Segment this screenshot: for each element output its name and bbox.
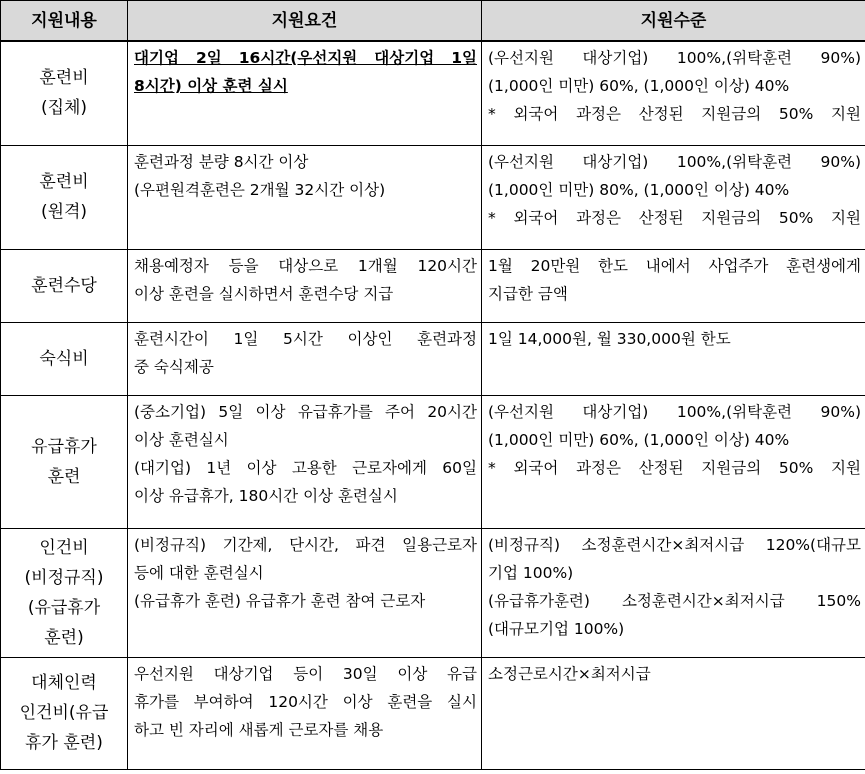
header-support-requirement: 지원요건 bbox=[128, 1, 482, 42]
support-name: 인건비 (비정규직) (유급휴가 훈련) bbox=[1, 528, 128, 657]
support-name: 훈련비 (원격) bbox=[1, 145, 128, 249]
support-level: 1일 14,000원, 월 330,000원 한도 bbox=[482, 322, 865, 395]
support-level: 1월 20만원 한도 내에서 사업주가 훈련생에게 지급한 금액 bbox=[482, 249, 865, 322]
support-name: 대체인력 인건비(유급 휴가 훈련) bbox=[1, 657, 128, 769]
support-requirement: 훈련시간이 1일 5시간 이상인 훈련과정 중 숙식제공 bbox=[128, 322, 482, 395]
table-row bbox=[1, 249, 865, 322]
table-row bbox=[1, 657, 865, 769]
table-row bbox=[1, 528, 865, 657]
support-name: 훈련수당 bbox=[1, 249, 128, 322]
support-requirement: (비정규직) 기간제, 단시간, 파견 일용근로자 등에 대한 훈련실시 (유급휴가 훈련) 유급휴가 훈련 참여 근로자 bbox=[128, 528, 482, 657]
support-level: 소정근로시간×최저시급 bbox=[482, 657, 865, 769]
table-row bbox=[1, 322, 865, 395]
support-requirement: 대기업 2일 16시간(우선지원 대상기업 1일 8시간) 이상 훈련 실시 bbox=[128, 41, 482, 145]
support-requirement: 훈련과정 분량 8시간 이상 (우편원격훈련은 2개월 32시간 이상) bbox=[128, 145, 482, 249]
header-support-content: 지원내용 bbox=[1, 1, 128, 42]
support-requirement: (중소기업) 5일 이상 유급휴가를 주어 20시간 이상 훈련실시 (대기업) 1년 이상 고용한 근로자에게 60일 이상 유급휴가, 180시간 이상 훈련실시 bbox=[128, 395, 482, 528]
support-level: (우선지원 대상기업) 100%,(위탁훈련 90%) (1,000인 미만) 60%, (1,000인 이상) 40% * 외국어 과정은 산정된 지원금의 50% 지원 bbox=[482, 41, 865, 145]
support-requirement: 우선지원 대상기업 등이 30일 이상 유급 휴가를 부여하여 120시간 이상 훈련을 실시 하고 빈 자리에 새롭게 근로자를 채용 bbox=[128, 657, 482, 769]
support-level: (비정규직) 소정훈련시간×최저시급 120%(대규모 기업 100%) (유급휴가훈련) 소정훈련시간×최저시급 150% (대규모기업 100%) bbox=[482, 528, 865, 657]
support-level: (우선지원 대상기업) 100%,(위탁훈련 90%) (1,000인 미만) 60%, (1,000인 이상) 40% * 외국어 과정은 산정된 지원금의 50% 지원 bbox=[482, 395, 865, 528]
support-requirement: 채용예정자 등을 대상으로 1개월 120시간 이상 훈련을 실시하면서 훈련수당 지급 bbox=[128, 249, 482, 322]
table-row bbox=[1, 395, 865, 528]
table-row bbox=[1, 41, 865, 145]
header-support-level: 지원수준 bbox=[482, 1, 865, 42]
header-row bbox=[1, 1, 865, 42]
support-name: 훈련비 (집체) bbox=[1, 41, 128, 145]
table-row bbox=[1, 145, 865, 249]
support-name: 유급휴가 훈련 bbox=[1, 395, 128, 528]
support-level: (우선지원 대상기업) 100%,(위탁훈련 90%) (1,000인 미만) 80%, (1,000인 이상) 40% * 외국어 과정은 산정된 지원금의 50% 지원 bbox=[482, 145, 865, 249]
support-name: 숙식비 bbox=[1, 322, 128, 395]
